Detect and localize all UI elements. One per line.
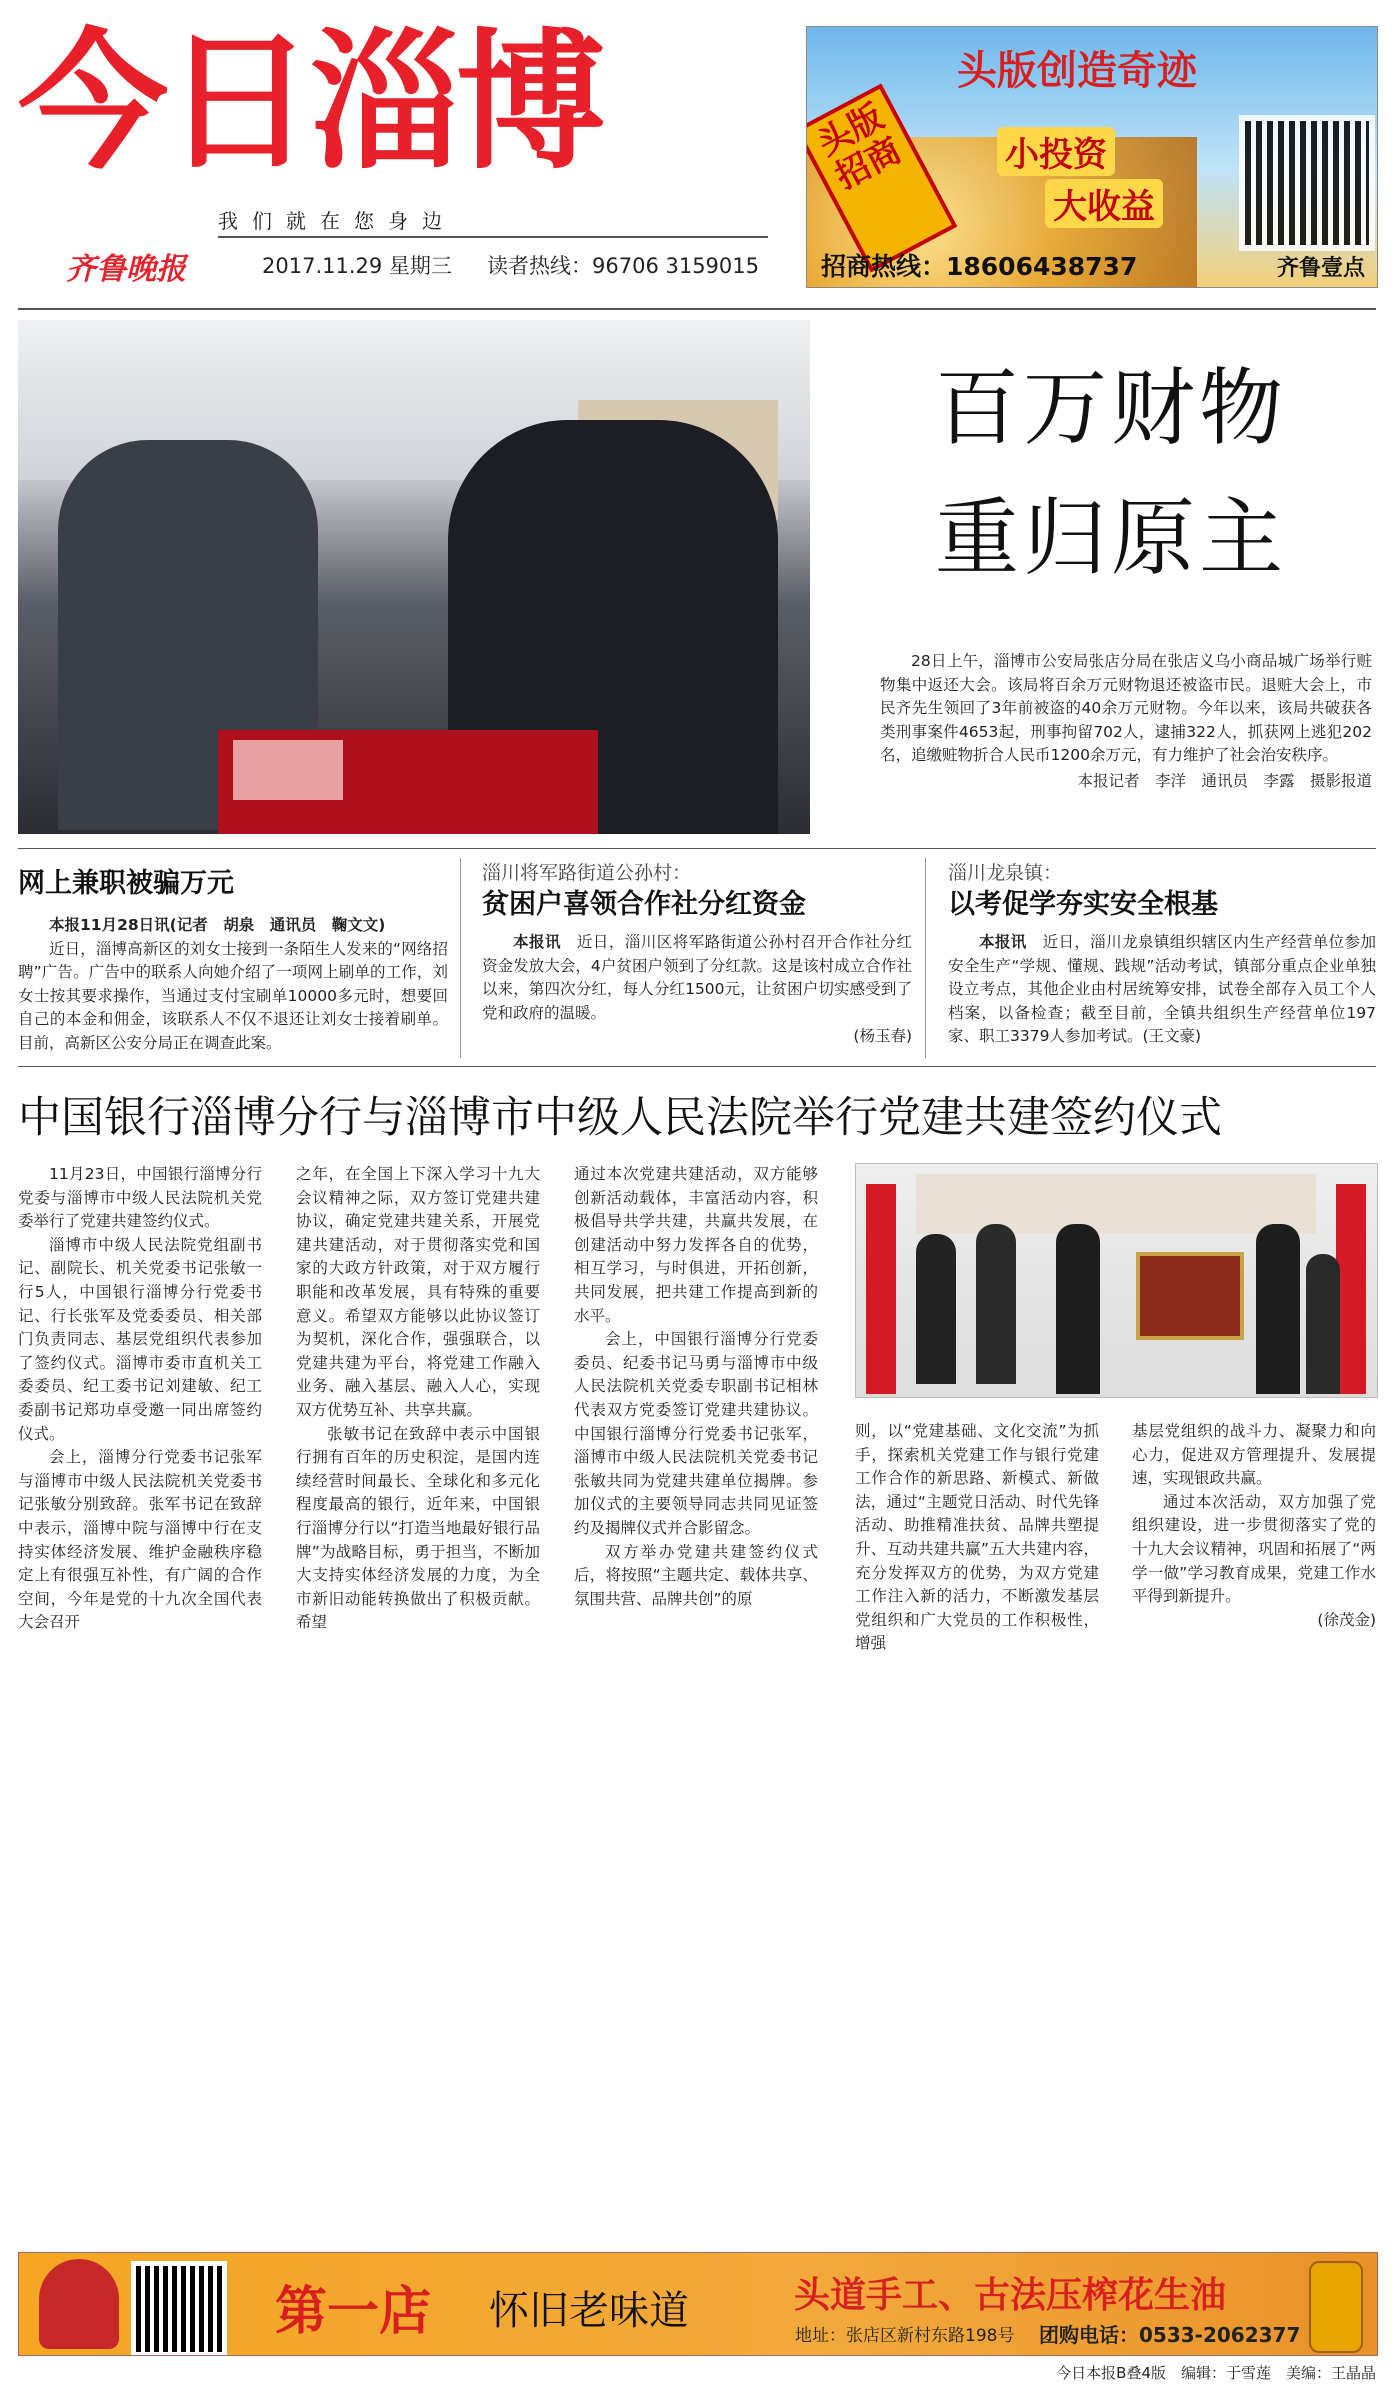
lead-title-line1: 百万财物 [935, 359, 1288, 457]
brief-2-body: 近日，淄川区将军路街道公孙村召开合作社分红资金发放大会，4户贫困户领到了分红款。这是该村成立合作社以来，第四次分红，每人分红1500元，让贫困户切实感受到了党和政府的温暖。 [482, 933, 912, 1022]
reader-hotline: 读者热线：96706 3159015 [487, 254, 760, 278]
feature-photo [855, 1163, 1378, 1398]
feature-sig: (徐茂金) [1317, 1610, 1376, 1629]
feature-col-1: 11月23日，中国银行淄博分行党委与淄博市中级人民法院机关党委举行了党建共建签约仪式。 淄博市中级人民法院党组副书记、副院长、机关党委书记张敏一行5人，中国银行淄博分行党委书记、行长张军及党委委员、相关部门负责同志、基层党组织代表参加了签约仪式。淄博市委市直机关工委委员、纪工委书记刘建敏、纪工委副书记郑功卓受邀一同出席签约仪式。 会上，淄博分行党委书记张军与淄博市中级人民法院机关党委书记张敏分别致辞。张军书记在致辞中表示，淄博中院与淄博中行在支持实体经济发展、维护金融秩序稳定上有很强互补性，有广阔的合作空间，今年是党的十九次全国代表大会召开 [18, 1165, 262, 1632]
brief-3-lead: 本报讯 [979, 933, 1027, 951]
brief-divider-2 [925, 858, 926, 1058]
bottom-ad-phone: 团购电话：0533-2062377 [1039, 2323, 1301, 2347]
brief-1-body: 近日，淄博高新区的刘女士接到一条陌生人发来的“网络招聘”广告。广告中的联系人向她介绍了一项网上刷单的工作，刘女士按其要求操作，当通过支付宝刷单10000多元时，想要回自己的本金和佣金，该联系人不仅不退还让刘女士接着刷单。目前，高新区公安分局正在调查此案。 [18, 939, 448, 1052]
bottom-ad-logo-icon [39, 2259, 119, 2349]
feature-photo-alt [860, 1168, 871, 1169]
ad-badge: 头版招商 [806, 83, 957, 272]
ad-phone: 招商热线：18606438737 [821, 252, 1138, 281]
lead-photo [18, 320, 810, 834]
lead-byline: 本报记者 李洋 通讯员 李露 摄影报道 [1077, 771, 1372, 790]
feature-col-3: 通过本次党建共建活动，双方能够创新活动载体，丰富活动内容，积极倡导共学共建，共赢共发展，在创建活动中努力发挥各自的优势，相互学习，与时俱进，开拓创新，共同发展，把共建工作提高到新的水平。 会上，中国银行淄博分行党委委员、纪委书记马勇与淄博市中级人民法院机关党委专职副书记相林代表双方党委签订党建共建协议。中国银行淄博分行党委书记张军，淄博市中级人民法院机关党委书记张敏共同为党建共建单位揭牌。参加仪式的主要领导同志共同见证签约及揭牌仪式并合影留念。 双方举办党建共建签约仪式后，将按照“主题共定、载体共享、氛围共营、品牌共创”的原 [574, 1165, 818, 1608]
ad-line2: 大收益 [1045, 179, 1163, 228]
brief-3-kicker: 淄川龙泉镇： [948, 862, 1063, 884]
feature-col-5: 基层党组织的战斗力、凝聚力和向心力，促进双方管理提升、发展提速，实现银政共赢。 通过本次活动，双方加强了党组织建设，进一步贯彻落实了党的十九大会议精神，巩固和拓展了“两学一做”学习教育成果，党建工作水平得到新提升。 (徐茂金) [1132, 1420, 1376, 1632]
brief-1-byline: 本报11月28日讯(记者 胡泉 通讯员 鞠文文) [49, 916, 386, 934]
ad-logo: 齐鲁壹点 [1277, 256, 1366, 281]
masthead-divider [218, 236, 768, 238]
brief-1-title: 网上兼职被骗万元 [18, 868, 234, 899]
masthead-title: 今日淄博 [18, 16, 603, 190]
bottom-ad-slogan1: 怀旧老味道 [489, 2288, 689, 2334]
brief-3-body: 近日，淄川龙泉镇组织辖区内生产经营单位参加安全生产“学规、懂规、践规”活动考试，镇部分重点企业单独设立考点，其他企业由村居统筹安排，试卷全部存入员工个人档案，以备检查；截至目前，全镇共组织生产经营单位197家、职工3379人参加考试。 [948, 933, 1376, 1046]
bottom-ad[interactable] [18, 2252, 1378, 2356]
photo-caption-alt [28, 328, 44, 329]
ad-headline: 头版创造奇迹 [957, 47, 1197, 94]
masthead-rule [18, 308, 1376, 310]
feature-col-4: 则，以“党建基础、文化交流”为抓手，探索机关党建工作与银行党建工作合作的新思路、新模式、新做法，通过“主题党日活动、时代先锋活动、助推精准扶贫、品牌共塑提升、互动共建共赢”五大共建内容，充分发挥双方的优势，为双方党建工作注入新的活力，不断激发基层党组织和广大党员的工作积极性，增强 [855, 1422, 1099, 1653]
briefs-rule [18, 1066, 1376, 1067]
bottom-ad-bottle-icon [1309, 2261, 1363, 2353]
feature-title: 中国银行淄博分行与淄博市中级人民法院举行党建共建签约仪式 [18, 1093, 1222, 1143]
brief-3-title: 以考促学夯实安全根基 [948, 889, 1218, 920]
bottom-ad-slogan2: 头道手工、古法压榨花生油 [794, 2274, 1227, 2316]
brief-2-sig: (杨玉春) [853, 1027, 912, 1046]
brand-logo: 齐鲁晚报 [66, 252, 186, 287]
bottom-ad-address: 地址：张店区新村东路198号 [795, 2326, 1015, 2346]
lead-rule [18, 848, 1376, 849]
ad-qr-code [1239, 115, 1375, 251]
brief-2 [482, 858, 912, 1049]
brief-1 [18, 858, 448, 1056]
lead-body: 28日上午，淄博市公安局张店分局在张店义乌小商品城广场举行赃物集中返还大会。该局将百余万元财物退还被盗市民。退赃大会上，市民齐先生领回了3年前被盗的40余万元财物。今年以来，该局共破获各类刑事案件4653起，刑事拘留702人，逮捕322人，抓获网上逃犯202名，追缴赃物折合人民币1200余万元，有力维护了社会治安秩序。 本报记者 李洋 通讯员 李露 摄影报道 [880, 650, 1372, 794]
page-footer: 今日本报B叠4版 编辑：于雪莲 美编：王晶晶 [1056, 2364, 1376, 2382]
feature-col-2: 之年，在全国上下深入学习十九大会议精神之际，双方签订党建共建协议，确定党建共建关系，开展党建共建活动，对于贯彻落实党和国家的大政方针政策，对于双方履行职能和改革发展，具有特殊的重要意义。希望双方能够以此协议签订为契机，深化合作，强强联合，以党建共建为平台，将党建工作融入业务、融入基层、融入人心，实现双方优势互补、共享共赢。 张敏书记在致辞中表示中国银行拥有百年的历史积淀，是国内连续经营时间最长、全球化和多元化程度最高的银行，近年来，中国银行淄博分行以“打造当地最好银行品牌”为战略目标，勇于担当，不断加大支持实体经济发展的力度，为全市新旧动能转换做出了积极贡献。希望 [296, 1165, 540, 1632]
bottom-ad-brand: 第一店 [275, 2281, 432, 2342]
lead-title-line2: 重归原主 [935, 489, 1288, 587]
brief-2-kicker: 淄川将军路街道公孙村： [482, 862, 692, 884]
brief-3 [948, 858, 1376, 1049]
issue-date: 2017.11.29 星期三 [262, 254, 452, 278]
top-ad[interactable] [806, 26, 1378, 288]
brief-3-sig: (王文豪) [1142, 1027, 1202, 1046]
bottom-ad-qr [131, 2261, 227, 2356]
brief-2-title: 贫困户喜领合作社分红资金 [482, 889, 806, 920]
brief-2-lead: 本报讯 [513, 933, 561, 951]
masthead-slogan: 我们就在您身边 [218, 209, 456, 233]
brief-divider-1 [460, 858, 461, 1058]
ad-line1: 小投资 [997, 127, 1115, 176]
